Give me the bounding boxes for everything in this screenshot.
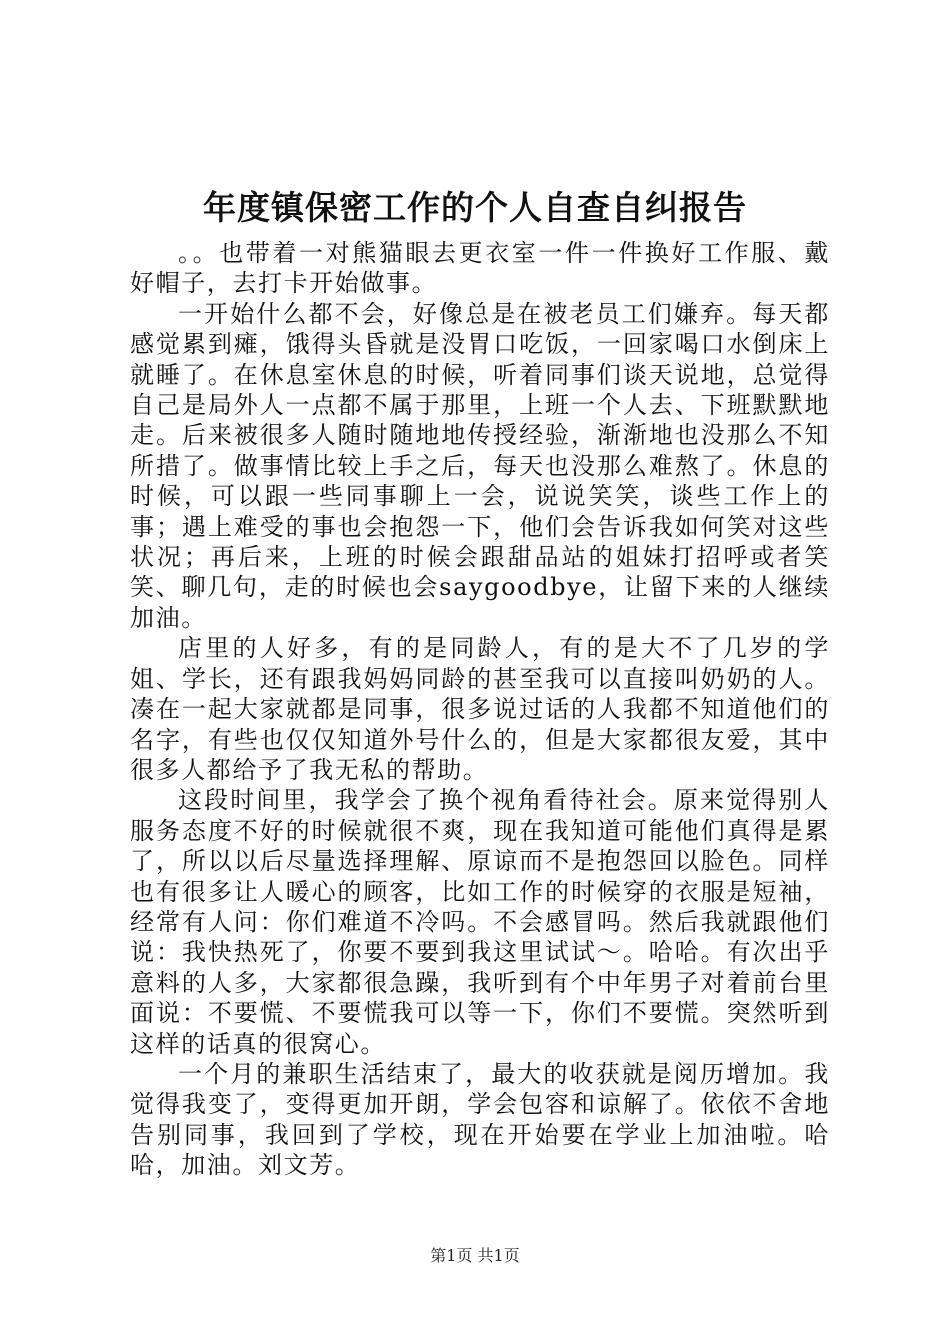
paragraph-5: 一个月的兼职生活结束了，最大的收获就是阅历增加。我觉得我变了，变得更加开朗，学会包容和谅解了。依依不舍地告别同事，我回到了学校，现在开始要在学业上加油啦。哈哈，加油。刘文芳。 xyxy=(130,1059,830,1180)
document-body xyxy=(130,238,830,1181)
paragraph-1: 。。也带着一对熊猫眼去更衣室一件一件换好工作服、戴好帽子，去打卡开始做事。 xyxy=(130,239,830,298)
page-footer: 第1页 共1页 xyxy=(430,1246,520,1265)
paragraph-4: 这段时间里，我学会了换个视角看待社会。原来觉得别人服务态度不好的时候就很不爽，现在我知道可能他们真得是累了，所以以后尽量选择理解、原谅而不是抱怨回以脸色。同样也有很多让人暖心的顾客，比如工作的时候穿的衣服是短袖，经常有人问：你们难道不冷吗。不会感冒吗。然后我就跟他们说：我快热死了，你要不要到我这里试试～。哈哈。有次出乎意料的人多，大家都很急躁，我听到有个中年男子对着前台里面说：不要慌、不要慌我可以等一下，你们不要慌。突然听到这样的话真的很窝心。 xyxy=(130,786,830,1058)
paragraph-2: 一开始什么都不会，好像总是在被老员工们嫌弃。每天都感觉累到瘫，饿得头昏就是没胃口吃饭，一回家喝口水倒床上就睡了。在休息室休息的时候，听着同事们谈天说地，总觉得自己是局外人一点都不属于那里，上班一个人去、下班默默地走。后来被很多人随时随地地传授经验，渐渐地也没那么不知所措了。做事情比较上手之后，每天也没那么难熬了。休息的时候，可以跟一些同事聊上一会，说说笑笑，谈些工作上的事；遇上难受的事也会抱怨一下，他们会告诉我如何笑对这些状况；再后来，上班的时候会跟甜品站的姐妹打招呼或者笑笑、聊几句，走的时候也会saygoodbye，让留下来的人继续加油。 xyxy=(130,299,830,632)
document-title: 年度镇保密工作的个人自查自纠报告 xyxy=(203,188,747,227)
paragraph-3: 店里的人好多，有的是同龄人，有的是大不了几岁的学姐、学长，还有跟我妈妈同龄的甚至我可以直接叫奶奶的人。凑在一起大家就都是同事，很多说过话的人我都不知道他们的名字，有些也仅仅知道外号什么的，但是大家都很友爱，其中很多人都给予了我无私的帮助。 xyxy=(130,634,830,784)
